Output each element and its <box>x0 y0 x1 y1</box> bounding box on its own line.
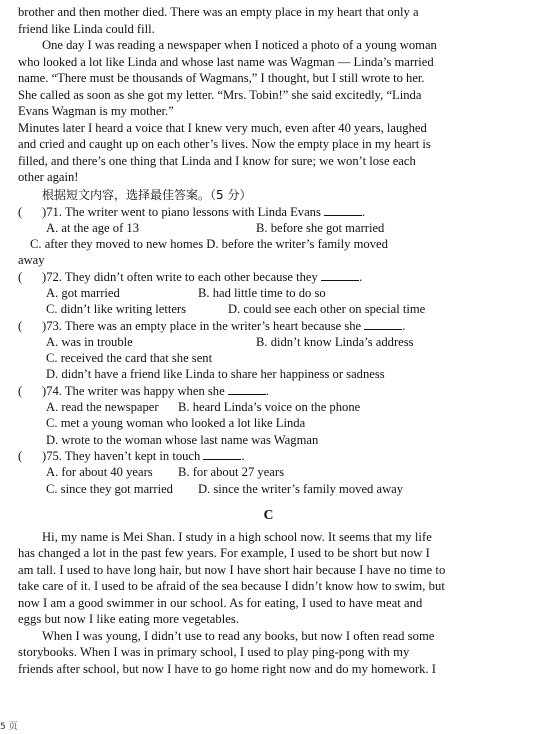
question-73 <box>18 318 519 383</box>
text-line: other again! <box>18 170 79 184</box>
text-line: storybooks. When I was in primary school, I used to play ping-pong with my <box>18 645 410 660</box>
option-d[interactable]: D. didn’t have a friend like Linda to share her happiness or sadness <box>46 367 385 382</box>
option-a[interactable]: A. at the age of 13 <box>46 220 140 235</box>
text-line: am tall. I used to have long hair, but now I have short hair because I have no time to <box>18 562 446 577</box>
stem-text: )75. They haven’t kept in touch <box>42 448 201 463</box>
page-number: 5 页 <box>0 722 18 732</box>
question-72 <box>18 269 519 318</box>
option-row <box>18 285 519 301</box>
answer-blank[interactable] <box>321 269 359 281</box>
stem-tail: . <box>265 383 269 398</box>
text-line: eggs but now I like eating more vegetables. <box>18 612 240 627</box>
question-stem <box>18 269 519 285</box>
stem-text: )72. They didn’t often write to each other because they <box>42 269 318 284</box>
option-row <box>18 399 519 415</box>
question-stem <box>18 318 519 334</box>
option-row <box>18 432 519 448</box>
passage-c <box>18 529 519 678</box>
question-74 <box>18 383 519 448</box>
question-71 <box>18 204 519 269</box>
option-d[interactable]: D. could see each other on special time <box>228 302 426 317</box>
option-row <box>18 334 519 350</box>
text-line: Minutes later I heard a voice that I knew very much, even after 40 years, laughed <box>18 120 427 135</box>
answer-paren[interactable]: ( <box>18 269 23 284</box>
stem-tail: . <box>358 269 363 284</box>
text-line: When I was young, I didn’t use to read any books, but now I often read some <box>42 628 435 643</box>
answer-paren[interactable]: ( <box>18 204 23 219</box>
text-line: brother and then mother died. There was an empty place in my heart that only a <box>18 5 419 19</box>
stem-tail: . <box>241 448 245 463</box>
option-c[interactable]: C. met a young woman who looked a lot like Linda <box>46 416 306 431</box>
answer-paren[interactable]: ( <box>18 383 23 398</box>
text-line: friends after school, but now I have to go home right now and do my homework. I <box>18 661 437 676</box>
question-stem <box>18 448 519 464</box>
option-row <box>18 301 519 317</box>
stem-text: )73. There was an empty place in the writer’s heart because she <box>42 318 362 333</box>
option-a[interactable]: A. was in trouble <box>46 334 133 349</box>
paragraph <box>18 628 519 678</box>
option-b[interactable]: B. didn’t know Linda’s address <box>256 334 414 349</box>
stem-tail: . <box>402 318 406 333</box>
option-row <box>18 481 519 497</box>
option-a[interactable]: A. got married <box>46 285 120 300</box>
option-row <box>18 252 519 268</box>
question-stem <box>18 383 519 399</box>
text-line: now I am a good swimmer in our school. As for eating, I used to have meat and <box>18 595 423 610</box>
option-b[interactable]: B. for about 27 years <box>178 465 284 480</box>
option-c[interactable]: C. since they got married <box>46 481 173 496</box>
stem-text: )71. The writer went to piano lessons with Linda Evans <box>42 204 321 219</box>
question-75 <box>18 448 519 497</box>
answer-blank[interactable] <box>324 204 362 216</box>
option-d[interactable]: D. wrote to the woman whose last name was Wagman <box>46 432 319 447</box>
option-row <box>18 464 519 480</box>
text-line: Evans Wagman is my mother.” <box>18 104 174 118</box>
answer-blank[interactable] <box>203 448 241 460</box>
text-line: has changed a lot in the past few years. For example, I used to be short but now I <box>18 546 430 561</box>
text-line: Hi, my name is Mei Shan. I study in a high school now. It seems that my life <box>42 529 432 544</box>
text-line: She called as soon as she got my letter. “Mrs. Tobin!” she said excitedly, “Linda <box>18 87 422 102</box>
option-row <box>18 366 519 382</box>
answer-blank[interactable] <box>364 318 402 330</box>
passage-b-continuation <box>18 4 519 186</box>
option-row <box>18 350 519 366</box>
option-d[interactable]: D. since the writer’s family moved away <box>198 481 404 496</box>
option-b[interactable]: B. heard Linda’s voice on the phone <box>178 400 361 415</box>
option-b[interactable]: B. before she got married <box>256 220 385 235</box>
text-line: take care of it. I used to be afraid of the sea because I didn’t know how to swim, but <box>18 579 445 594</box>
option-row <box>18 220 519 236</box>
paragraph <box>18 120 519 186</box>
option-d-wrap: away <box>18 253 45 268</box>
text-line: friend like Linda could fill. <box>18 21 155 36</box>
option-a[interactable]: A. read the newspaper <box>46 400 159 415</box>
text-line: filled, and there’s one thing that Linda and I know for sure; we won’t lose each <box>18 153 416 168</box>
option-c[interactable]: C. didn’t like writing letters <box>46 302 187 317</box>
option-a[interactable]: A. for about 40 years <box>46 465 153 480</box>
option-row <box>18 415 519 431</box>
answer-blank[interactable] <box>228 383 266 395</box>
option-c[interactable]: C. after they moved to new homes <box>30 237 204 252</box>
text-line: name. “There must be thousands of Wagmans,” I thought, but I still wrote to her. <box>18 71 425 85</box>
text-line: One day I was reading a newspaper when I noticed a photo of a young woman <box>42 38 437 52</box>
stem-tail: . <box>362 204 366 219</box>
option-c[interactable]: C. received the card that she sent <box>46 351 213 366</box>
paragraph <box>18 37 519 120</box>
answer-paren[interactable]: ( <box>18 448 23 463</box>
paragraph <box>18 529 519 628</box>
question-stem <box>18 204 519 220</box>
answer-paren[interactable]: ( <box>18 318 23 333</box>
text-line: who looked a lot like Linda and whose last name was Wagman — Linda’s married <box>18 54 434 69</box>
section-heading: C <box>263 506 274 522</box>
stem-text: )74. The writer was happy when she <box>42 383 225 398</box>
text-line: and cried and caught up on each other’s lives. Now the empty place in my heart is <box>18 137 431 151</box>
paragraph <box>18 4 519 37</box>
option-b[interactable]: B. had little time to do so <box>198 285 326 300</box>
option-d[interactable]: D. before the writer’s family moved <box>206 237 388 252</box>
instructions: 根据短文内容，选择最佳答案。（5 分） <box>42 187 252 202</box>
option-row <box>18 236 519 252</box>
